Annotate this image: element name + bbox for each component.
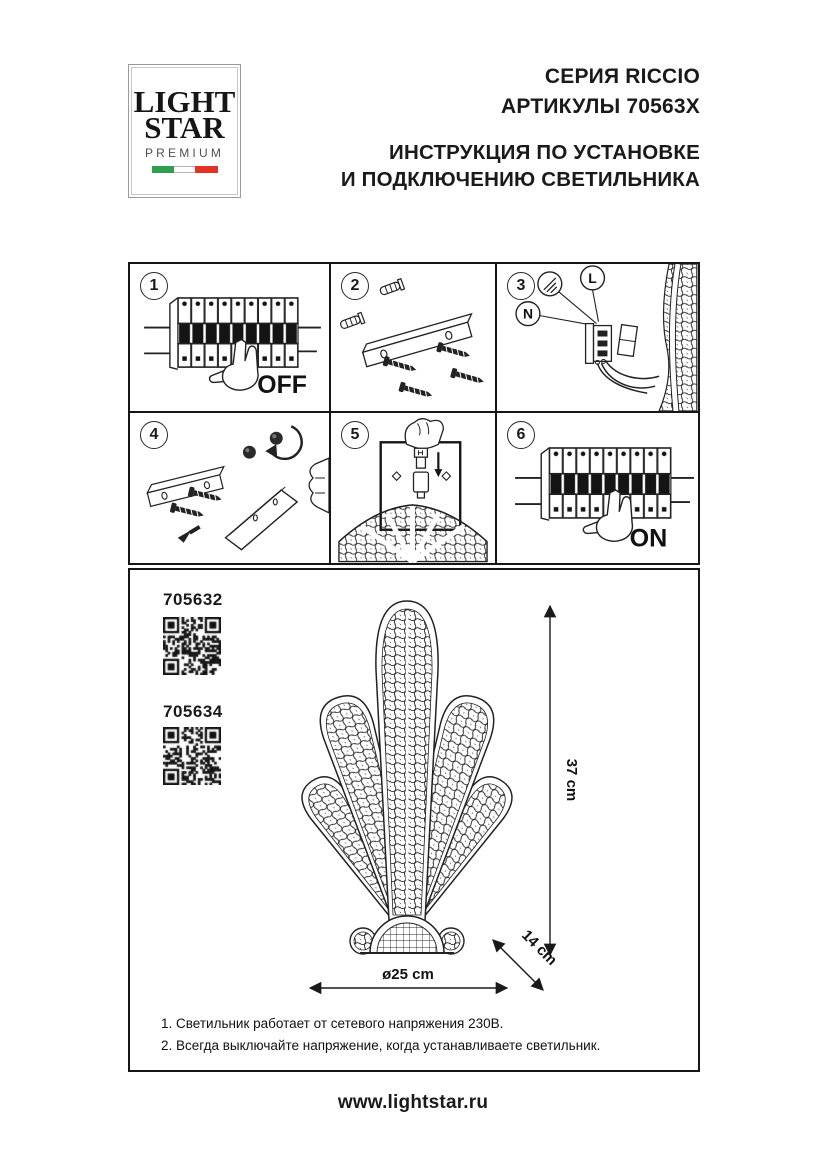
instruction-title-line1: ИНСТРУКЦИЯ ПО УСТАНОВКЕ bbox=[389, 141, 700, 164]
flag-red-stripe bbox=[195, 166, 218, 173]
safety-note-1: 1. Светильник работает от сетевого напряжения 230В. bbox=[161, 1016, 504, 1031]
document-header bbox=[341, 62, 700, 193]
step-4-cell bbox=[130, 413, 331, 563]
brand-word-premium: PREMIUM bbox=[144, 146, 225, 160]
step-4-number-badge: 4 bbox=[140, 421, 168, 449]
qr-code-705634 bbox=[163, 727, 221, 785]
dimension-height-label: 37 cm bbox=[563, 758, 580, 802]
safety-notes bbox=[161, 1013, 600, 1057]
step-1-cell bbox=[130, 264, 331, 413]
dimension-diameter-label: ø25 cm bbox=[382, 966, 434, 983]
line-label: L bbox=[588, 269, 597, 286]
instruction-title bbox=[341, 139, 700, 193]
product-panel bbox=[128, 568, 700, 1072]
step-2-cell bbox=[331, 264, 497, 413]
step-2-number-badge: 2 bbox=[341, 272, 369, 300]
series-title: СЕРИЯ RICCIO bbox=[544, 65, 700, 88]
brand-logo bbox=[128, 64, 241, 198]
brand-word-light: LIGHT bbox=[133, 84, 236, 119]
step-1-number-badge: 1 bbox=[140, 272, 168, 300]
installation-steps-grid bbox=[128, 262, 700, 565]
on-label: ON bbox=[629, 524, 668, 553]
instruction-title-line2: И ПОДКЛЮЧЕНИЮ СВЕТИЛЬНИКА bbox=[340, 168, 700, 191]
articles-title: АРТИКУЛЫ 70563X bbox=[501, 95, 700, 118]
brand-word-star: STAR bbox=[144, 110, 225, 145]
step-5-number-badge: 5 bbox=[341, 421, 369, 449]
step-5-cell bbox=[331, 413, 497, 563]
off-label: OFF bbox=[257, 372, 307, 400]
website-url: www.lightstar.ru bbox=[337, 1092, 489, 1113]
step-3-cell bbox=[497, 264, 698, 413]
qr-code-705632 bbox=[163, 617, 221, 675]
safety-note-2: 2. Всегда выключайте напряжение, когда устанавливаете светильник. bbox=[161, 1038, 601, 1053]
product-code-705632: 705632 bbox=[163, 590, 223, 609]
dimension-depth-label: 14 cm bbox=[518, 926, 561, 969]
step-6-number-badge: 6 bbox=[507, 421, 535, 449]
brand-logo-inner bbox=[131, 67, 238, 195]
step-6-cell bbox=[497, 413, 698, 563]
product-code-705634: 705634 bbox=[163, 702, 223, 721]
flag-green-stripe bbox=[152, 166, 175, 173]
flag-white-stripe bbox=[174, 166, 195, 173]
neutral-label: N bbox=[522, 305, 533, 322]
step-3-number-badge: 3 bbox=[507, 272, 535, 300]
italian-flag-icon bbox=[152, 166, 218, 173]
